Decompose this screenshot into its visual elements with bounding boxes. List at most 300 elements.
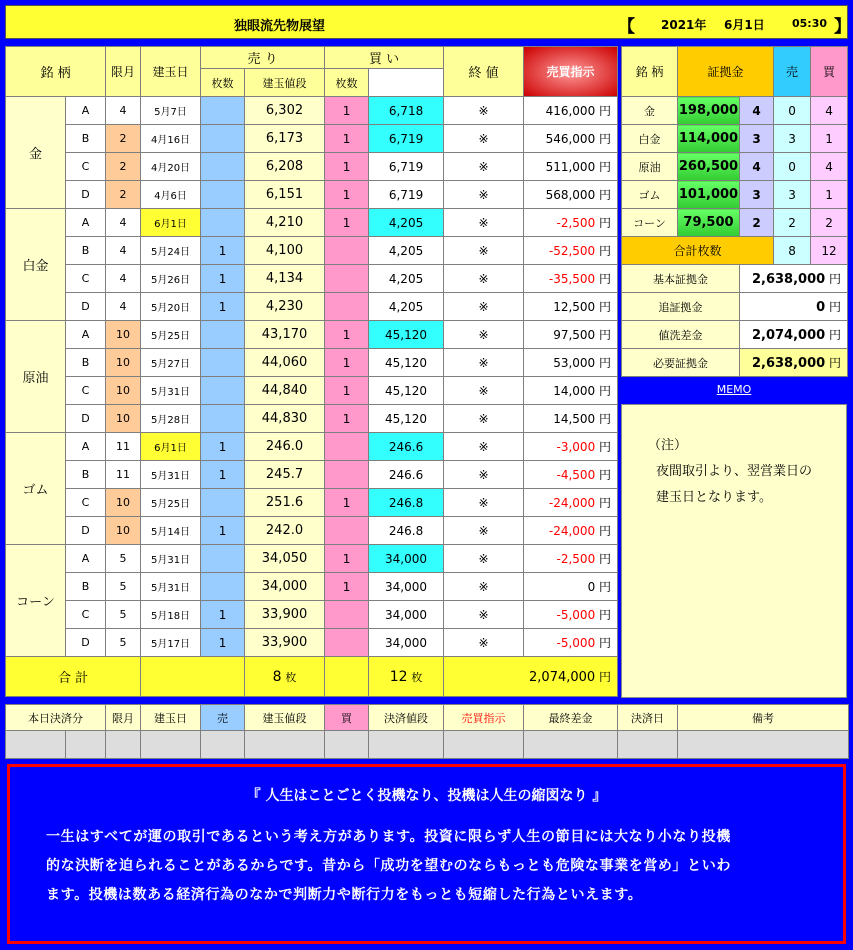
settle-cell[interactable] xyxy=(6,731,66,759)
total-buy xyxy=(369,657,444,697)
settle-cell[interactable] xyxy=(141,731,201,759)
sell-count xyxy=(201,489,245,517)
margin-row xyxy=(622,209,848,237)
order-mark: ※ xyxy=(444,601,524,629)
contract-date: 5月27日 xyxy=(141,349,201,377)
yen-unit: 円 xyxy=(599,412,612,426)
settle-cell[interactable] xyxy=(245,731,325,759)
sell-count xyxy=(201,125,245,153)
side-buy: 1 xyxy=(811,181,848,209)
contract-date: 6月1日 xyxy=(141,209,201,237)
yen-unit: 円 xyxy=(599,608,612,622)
order-mark: ※ xyxy=(444,265,524,293)
entry-price: 245.7 xyxy=(245,461,325,489)
buy-count xyxy=(325,629,369,657)
price-diff xyxy=(524,405,618,433)
col-kai: 買 い xyxy=(325,47,444,69)
contract-date: 6月1日 xyxy=(141,433,201,461)
commodity-name: ゴム xyxy=(6,433,66,545)
yen-unit: 円 xyxy=(599,636,612,650)
summary-value xyxy=(740,293,848,321)
sell-count xyxy=(201,321,245,349)
contract-label: D xyxy=(66,629,106,657)
price-diff xyxy=(524,433,618,461)
price-diff xyxy=(524,209,618,237)
side-count: 3 xyxy=(740,181,774,209)
order-mark: ※ xyxy=(444,517,524,545)
close-price: 246.6 xyxy=(369,433,444,461)
entry-price: 44,060 xyxy=(245,349,325,377)
contract-label: A xyxy=(66,321,106,349)
table-row xyxy=(6,125,618,153)
entry-price: 251.6 xyxy=(245,489,325,517)
yen-unit: 円 xyxy=(599,216,612,230)
yen-unit: 円 xyxy=(829,272,842,286)
settle-cell[interactable] xyxy=(66,731,106,759)
close-price: 6,719 xyxy=(369,125,444,153)
order-mark: ※ xyxy=(444,125,524,153)
contract-date: 5月24日 xyxy=(141,237,201,265)
contract-month: 4 xyxy=(106,97,141,125)
side-commodity: コーン xyxy=(622,209,678,237)
side-margin: 79,500 xyxy=(678,209,740,237)
yen-unit: 円 xyxy=(599,356,612,370)
table-row xyxy=(6,573,618,601)
total-buy-unit: 枚 xyxy=(411,670,423,684)
entry-price: 246.0 xyxy=(245,433,325,461)
price-diff-value: 12,500 xyxy=(553,300,596,314)
side-margin: 260,500 xyxy=(678,153,740,181)
table-row xyxy=(6,545,618,573)
side-col-buy: 買 xyxy=(811,47,848,97)
summary-amount: 2,074,000 xyxy=(751,328,826,343)
contract-month: 4 xyxy=(106,237,141,265)
side-total-label: 合計枚数 xyxy=(622,237,774,265)
yen-unit: 円 xyxy=(599,670,612,684)
table-row xyxy=(6,349,618,377)
buy-count: 1 xyxy=(325,489,369,517)
order-mark: ※ xyxy=(444,293,524,321)
contract-date: 4月16日 xyxy=(141,125,201,153)
col-tategyokubi: 建玉日 xyxy=(141,47,201,97)
settle-col: 限月 xyxy=(106,705,141,731)
summary-label: 基本証拠金 xyxy=(622,265,740,293)
yen-unit: 円 xyxy=(599,468,612,482)
contract-month: 4 xyxy=(106,209,141,237)
side-sell: 0 xyxy=(774,153,811,181)
table-row xyxy=(6,153,618,181)
order-mark: ※ xyxy=(444,573,524,601)
side-margin: 114,000 xyxy=(678,125,740,153)
sell-count xyxy=(201,349,245,377)
side-sell: 2 xyxy=(774,209,811,237)
settle-col: 本日決済分 xyxy=(6,705,106,731)
table-row xyxy=(6,265,618,293)
contract-label: B xyxy=(66,237,106,265)
buy-count xyxy=(325,265,369,293)
contract-month: 2 xyxy=(106,125,141,153)
contract-date: 5月25日 xyxy=(141,321,201,349)
contract-label: D xyxy=(66,517,106,545)
close-price: 6,718 xyxy=(369,97,444,125)
settle-col: 建玉日 xyxy=(141,705,201,731)
table-row xyxy=(6,377,618,405)
price-diff xyxy=(524,517,618,545)
entry-price: 4,230 xyxy=(245,293,325,321)
col-order: 売買指示 xyxy=(524,47,618,97)
total-diff-value: 2,074,000 xyxy=(529,670,596,685)
yen-unit: 円 xyxy=(599,580,612,594)
yen-unit: 円 xyxy=(599,272,612,286)
order-mark: ※ xyxy=(444,209,524,237)
close-price: 45,120 xyxy=(369,349,444,377)
settle-cell[interactable] xyxy=(106,731,141,759)
price-diff-value: -3,000 xyxy=(556,440,596,454)
contract-month: 5 xyxy=(106,573,141,601)
sell-count: 1 xyxy=(201,433,245,461)
close-price: 4,205 xyxy=(369,265,444,293)
table-row xyxy=(6,237,618,265)
table-row xyxy=(6,489,618,517)
total-sell-value: 8 xyxy=(272,668,282,685)
entry-price: 44,830 xyxy=(245,405,325,433)
quote-title: 『 人生はことごとく投機なり、投機は人生の縮図なり 』 xyxy=(246,788,607,804)
price-diff-value: -35,500 xyxy=(548,272,596,286)
entry-price: 6,302 xyxy=(245,97,325,125)
quote-box xyxy=(7,764,846,944)
contract-label: A xyxy=(66,433,106,461)
total-label: 合 計 xyxy=(6,657,141,697)
settle-cell[interactable] xyxy=(618,731,678,759)
contract-month: 10 xyxy=(106,377,141,405)
contract-label: A xyxy=(66,209,106,237)
contract-label: C xyxy=(66,377,106,405)
header-date: 6月1日 xyxy=(724,18,765,32)
total-sell-unit: 枚 xyxy=(285,670,297,684)
entry-price: 34,000 xyxy=(245,573,325,601)
settlement-table xyxy=(5,704,849,759)
contract-date: 4月6日 xyxy=(141,181,201,209)
side-margin: 101,000 xyxy=(678,181,740,209)
side-sell: 3 xyxy=(774,181,811,209)
table-row xyxy=(6,629,618,657)
commodity-name: 金 xyxy=(6,97,66,209)
buy-count: 1 xyxy=(325,321,369,349)
order-mark: ※ xyxy=(444,321,524,349)
buy-count: 1 xyxy=(325,349,369,377)
entry-price: 4,100 xyxy=(245,237,325,265)
settle-cell[interactable] xyxy=(444,731,524,759)
price-diff xyxy=(524,321,618,349)
buy-count: 1 xyxy=(325,573,369,601)
table-row xyxy=(6,293,618,321)
margin-row xyxy=(622,181,848,209)
settle-cell[interactable] xyxy=(524,731,618,759)
sell-count xyxy=(201,97,245,125)
table-row xyxy=(6,433,618,461)
close-price: 34,000 xyxy=(369,545,444,573)
price-diff-value: 568,000 xyxy=(545,188,596,202)
buy-count xyxy=(325,237,369,265)
positions-table xyxy=(5,46,618,697)
contract-month: 4 xyxy=(106,293,141,321)
yen-unit: 円 xyxy=(599,524,612,538)
sell-count: 1 xyxy=(201,461,245,489)
sell-count xyxy=(201,405,245,433)
price-diff-value: 14,000 xyxy=(553,384,596,398)
price-diff xyxy=(524,629,618,657)
price-diff xyxy=(524,181,618,209)
yen-unit: 円 xyxy=(599,440,612,454)
contract-date: 5月26日 xyxy=(141,265,201,293)
col-gengetsu: 限月 xyxy=(106,47,141,97)
summary-label: 必要証拠金 xyxy=(622,349,740,377)
contract-label: D xyxy=(66,405,106,433)
close-price: 34,000 xyxy=(369,629,444,657)
total-diff xyxy=(444,657,618,697)
side-buy: 1 xyxy=(811,125,848,153)
price-diff xyxy=(524,489,618,517)
price-diff xyxy=(524,125,618,153)
order-mark: ※ xyxy=(444,433,524,461)
settle-col: 売 xyxy=(201,705,245,731)
table-row xyxy=(6,97,618,125)
yen-unit: 円 xyxy=(599,132,612,146)
settle-col: 決済日 xyxy=(618,705,678,731)
contract-month: 5 xyxy=(106,545,141,573)
price-diff xyxy=(524,545,618,573)
entry-price: 6,173 xyxy=(245,125,325,153)
price-diff-value: 97,500 xyxy=(553,328,596,342)
side-col-margin: 証拠金 xyxy=(678,47,774,97)
price-diff-value: 0 xyxy=(587,580,596,594)
price-diff xyxy=(524,573,618,601)
margin-row xyxy=(622,125,848,153)
memo-line: （注） xyxy=(648,438,688,453)
side-count: 2 xyxy=(740,209,774,237)
buy-count xyxy=(325,433,369,461)
price-diff xyxy=(524,349,618,377)
buy-count xyxy=(325,461,369,489)
price-diff xyxy=(524,153,618,181)
page-title: 独眼流先物展望 xyxy=(234,19,326,34)
sell-count: 1 xyxy=(201,601,245,629)
price-diff-value: -4,500 xyxy=(556,468,596,482)
price-diff xyxy=(524,461,618,489)
summary-label: 値洗差金 xyxy=(622,321,740,349)
summary-label: 追証拠金 xyxy=(622,293,740,321)
contract-label: B xyxy=(66,461,106,489)
price-diff xyxy=(524,97,618,125)
price-diff xyxy=(524,237,618,265)
contract-month: 2 xyxy=(106,181,141,209)
settle-cell[interactable] xyxy=(678,731,849,759)
commodity-name: 原油 xyxy=(6,321,66,433)
close-price: 246.6 xyxy=(369,461,444,489)
yen-unit: 円 xyxy=(599,160,612,174)
yen-unit: 円 xyxy=(599,384,612,398)
summary-value xyxy=(740,349,848,377)
side-count: 3 xyxy=(740,125,774,153)
close-price: 4,205 xyxy=(369,293,444,321)
summary-amount: 2,638,000 xyxy=(751,356,826,371)
table-row xyxy=(6,321,618,349)
yen-unit: 円 xyxy=(829,300,842,314)
side-col-meigara: 銘 柄 xyxy=(622,47,678,97)
contract-date: 4月20日 xyxy=(141,153,201,181)
sell-count xyxy=(201,209,245,237)
contract-label: B xyxy=(66,349,106,377)
order-mark: ※ xyxy=(444,629,524,657)
close-price: 4,205 xyxy=(369,237,444,265)
entry-price: 34,050 xyxy=(245,545,325,573)
contract-month: 10 xyxy=(106,489,141,517)
contract-month: 10 xyxy=(106,349,141,377)
price-diff xyxy=(524,293,618,321)
close-price: 45,120 xyxy=(369,321,444,349)
order-mark: ※ xyxy=(444,97,524,125)
quote-line: 的な決断を迫られることがあるからです。昔から「成功を望むのならもっとも危険な事業を営め」といわ xyxy=(46,858,731,874)
commodity-name: コーン xyxy=(6,545,66,657)
side-commodity: 金 xyxy=(622,97,678,125)
settle-cell[interactable] xyxy=(369,731,444,759)
header-bar xyxy=(5,5,851,39)
table-row xyxy=(6,517,618,545)
entry-price: 242.0 xyxy=(245,517,325,545)
contract-month: 5 xyxy=(106,629,141,657)
price-diff-value: -5,000 xyxy=(556,608,596,622)
col-owarine: 終 値 xyxy=(444,47,524,97)
side-total-buy: 12 xyxy=(811,237,848,265)
sell-count: 1 xyxy=(201,517,245,545)
entry-price: 6,208 xyxy=(245,153,325,181)
commodity-name: 白金 xyxy=(6,209,66,321)
contract-date: 5月18日 xyxy=(141,601,201,629)
memo-line: 夜間取引より、翌営業日の xyxy=(656,464,813,479)
quote-line: ます。投機は数ある経済行為のなかで判断力や断行力をもっとも短縮した行為といえます。 xyxy=(46,887,643,903)
contract-label: D xyxy=(66,181,106,209)
sell-count xyxy=(201,573,245,601)
close-price: 6,719 xyxy=(369,181,444,209)
settle-col: 売買指示 xyxy=(444,705,524,731)
margin-table xyxy=(621,46,848,377)
price-diff-value: -2,500 xyxy=(556,216,596,230)
margin-row xyxy=(622,97,848,125)
table-row xyxy=(6,181,618,209)
close-price: 246.8 xyxy=(369,517,444,545)
order-mark: ※ xyxy=(444,377,524,405)
summary-value xyxy=(740,321,848,349)
close-price: 45,120 xyxy=(369,377,444,405)
sell-count xyxy=(201,153,245,181)
buy-count: 1 xyxy=(325,181,369,209)
close-price: 4,205 xyxy=(369,209,444,237)
settle-cell[interactable] xyxy=(201,731,245,759)
side-sell: 3 xyxy=(774,125,811,153)
yen-unit: 円 xyxy=(599,328,612,342)
header-year: 2021年 xyxy=(661,18,707,32)
yen-unit: 円 xyxy=(599,244,612,258)
yen-unit: 円 xyxy=(829,328,842,342)
price-diff-value: -24,000 xyxy=(548,496,596,510)
date-bracket-open: 【 xyxy=(618,17,635,37)
yen-unit: 円 xyxy=(599,552,612,566)
price-diff xyxy=(524,601,618,629)
col-uri-count: 枚数 xyxy=(201,69,245,97)
contract-month: 10 xyxy=(106,517,141,545)
entry-price: 4,210 xyxy=(245,209,325,237)
settle-cell[interactable] xyxy=(325,731,369,759)
table-row xyxy=(6,601,618,629)
price-diff-value: -2,500 xyxy=(556,552,596,566)
buy-count: 1 xyxy=(325,97,369,125)
contract-label: B xyxy=(66,125,106,153)
contract-label: C xyxy=(66,601,106,629)
col-uri: 売 り xyxy=(201,47,325,69)
close-price: 246.8 xyxy=(369,489,444,517)
entry-price: 33,900 xyxy=(245,629,325,657)
side-buy: 2 xyxy=(811,209,848,237)
contract-month: 11 xyxy=(106,461,141,489)
header-time: 05:30 xyxy=(792,17,828,30)
entry-price: 6,151 xyxy=(245,181,325,209)
contract-label: B xyxy=(66,573,106,601)
contract-date: 5月31日 xyxy=(141,377,201,405)
side-commodity: 白金 xyxy=(622,125,678,153)
contract-month: 2 xyxy=(106,153,141,181)
table-row xyxy=(6,405,618,433)
price-diff xyxy=(524,265,618,293)
yen-unit: 円 xyxy=(599,496,612,510)
side-sell: 0 xyxy=(774,97,811,125)
close-price: 6,719 xyxy=(369,153,444,181)
order-mark: ※ xyxy=(444,181,524,209)
contract-date: 5月31日 xyxy=(141,573,201,601)
memo-title[interactable]: MEMO xyxy=(716,383,752,396)
side-buy: 4 xyxy=(811,153,848,181)
order-mark: ※ xyxy=(444,489,524,517)
order-mark: ※ xyxy=(444,349,524,377)
buy-count xyxy=(325,601,369,629)
settle-col: 建玉値段 xyxy=(245,705,325,731)
total-buy-value: 12 xyxy=(389,668,408,685)
contract-label: C xyxy=(66,489,106,517)
contract-date: 5月28日 xyxy=(141,405,201,433)
price-diff-value: 546,000 xyxy=(545,132,596,146)
side-count: 4 xyxy=(740,97,774,125)
close-price: 34,000 xyxy=(369,601,444,629)
buy-count: 1 xyxy=(325,377,369,405)
contract-month: 5 xyxy=(106,601,141,629)
summary-amount: 0 xyxy=(816,300,826,315)
side-total-sell: 8 xyxy=(774,237,811,265)
summary-value xyxy=(740,265,848,293)
order-mark: ※ xyxy=(444,153,524,181)
quote-line: 一生はすべてが運の取引であるという考え方があります。投資に限らず人生の節目には大なり小なり投機 xyxy=(46,829,731,845)
sell-count: 1 xyxy=(201,293,245,321)
total-row xyxy=(6,657,618,697)
total-sell xyxy=(245,657,325,697)
contract-date: 5月14日 xyxy=(141,517,201,545)
sell-count: 1 xyxy=(201,237,245,265)
entry-price: 4,134 xyxy=(245,265,325,293)
price-diff-value: -24,000 xyxy=(548,524,596,538)
memo-line: 建玉日となります。 xyxy=(656,490,772,505)
sell-count xyxy=(201,181,245,209)
settle-col: 買 xyxy=(325,705,369,731)
order-mark: ※ xyxy=(444,237,524,265)
contract-label: C xyxy=(66,265,106,293)
